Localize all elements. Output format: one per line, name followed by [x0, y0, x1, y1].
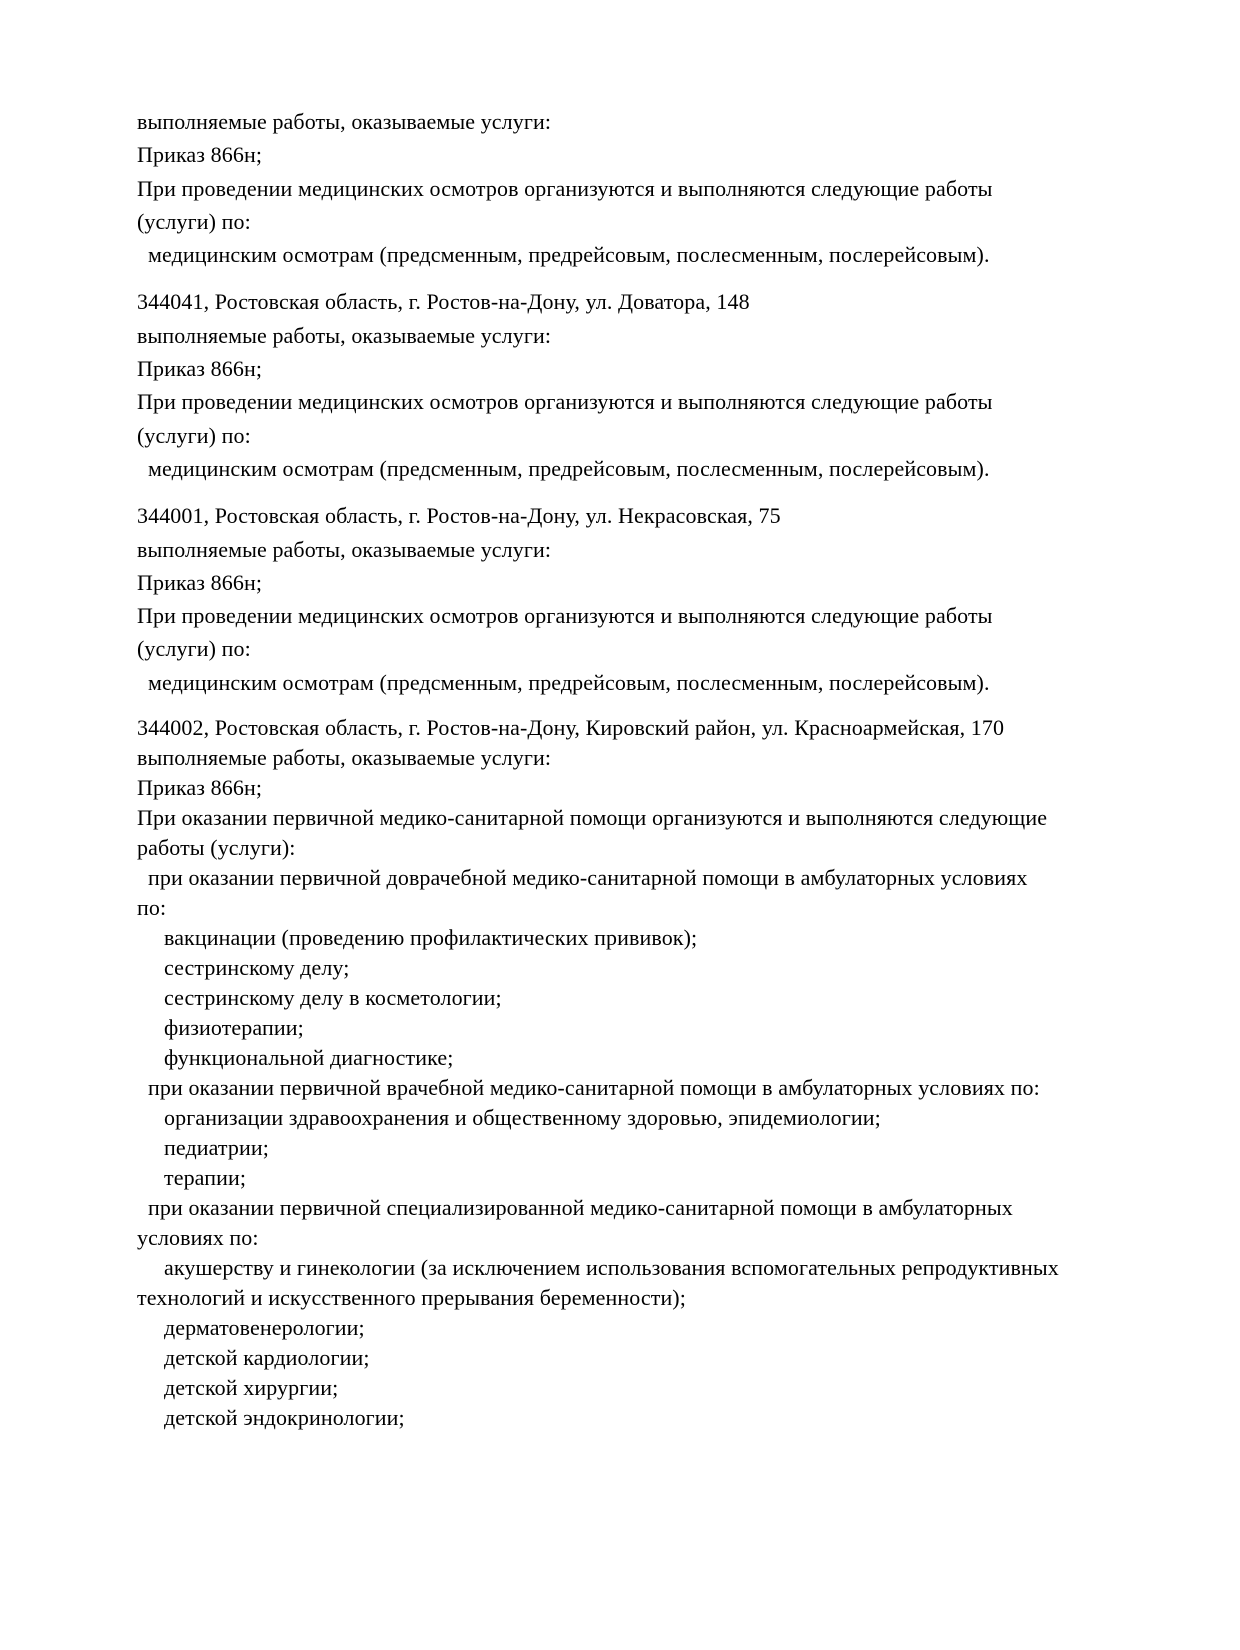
services-block-medical-examinations-1 — [137, 105, 1180, 271]
document-line: При проведении медицинских осмотров организуются и выполняются следующие работы — [137, 389, 993, 415]
document-line: При проведении медицинских осмотров организуются и выполняются следующие работы — [137, 175, 993, 201]
services-block-dovatora-148 — [137, 285, 1180, 485]
document-line: Приказ 866н; — [137, 569, 263, 595]
document-line: вакцинации (проведению профилактических прививок); — [164, 925, 698, 951]
document-line: Приказ 866н; — [137, 142, 263, 168]
address-line: 344041, Ростовская область, г. Ростов-на-Дону, ул. Доватора, 148 — [137, 289, 750, 315]
address-line: 344002, Ростовская область, г. Ростов-на-Дону, Кировский район, ул. Красноармейская, 170 — [137, 715, 1005, 741]
license-services-text — [137, 105, 1180, 1433]
document-line: при оказании первичной доврачебной медико-санитарной помощи в амбулаторных условиях — [148, 865, 1028, 891]
document-line: При проведении медицинских осмотров организуются и выполняются следующие работы — [137, 603, 993, 629]
document-line: педиатрии; — [164, 1135, 269, 1161]
document-line: технологий и искусственного прерывания беременности); — [137, 1285, 686, 1311]
document-line: акушерству и гинекологии (за исключением использования вспомогательных репродуктивных — [164, 1255, 1059, 1281]
document-line: при оказании первичной врачебной медико-санитарной помощи в амбулаторных условиях по: — [148, 1075, 1040, 1101]
document-line: при оказании первичной специализированной медико-санитарной помощи в амбулаторных — [148, 1195, 1013, 1221]
document-line: функциональной диагностике; — [164, 1045, 454, 1071]
document-line: детской кардиологии; — [164, 1345, 370, 1371]
document-line: (услуги) по: — [137, 422, 251, 448]
document-line: работы (услуги): — [137, 835, 296, 861]
document-line: медицинским осмотрам (предсменным, предрейсовым, послесменным, послерейсовым). — [148, 455, 990, 481]
document-line: сестринскому делу; — [164, 955, 350, 981]
document-line: условиях по: — [137, 1225, 259, 1251]
document-line: сестринскому делу в косметологии; — [164, 985, 502, 1011]
document-line: физиотерапии; — [164, 1015, 304, 1041]
services-block-krasnoarmeyskaya-170 — [137, 713, 1180, 1433]
document-line: выполняемые работы, оказываемые услуги: — [137, 536, 552, 562]
document-line: При оказании первичной медико-санитарной помощи организуются и выполняются следующие — [137, 805, 1048, 831]
document-line: терапии; — [164, 1165, 247, 1191]
document-line: выполняемые работы, оказываемые услуги: — [137, 745, 552, 771]
document-line: выполняемые работы, оказываемые услуги: — [137, 109, 552, 134]
document-line: Приказ 866н; — [137, 356, 263, 382]
document-line: Приказ 866н; — [137, 775, 263, 801]
services-block-nekrasovskaya-75 — [137, 499, 1180, 699]
document-line: организации здравоохранения и общественному здоровью, эпидемиологии; — [164, 1105, 881, 1131]
document-line: медицинским осмотрам (предсменным, предрейсовым, послесменным, послерейсовым). — [148, 242, 990, 268]
document-line: детской хирургии; — [164, 1375, 339, 1401]
document-line: (услуги) по: — [137, 208, 251, 234]
address-line: 344001, Ростовская область, г. Ростов-на-Дону, ул. Некрасовская, 75 — [137, 503, 781, 529]
document-line: (услуги) по: — [137, 636, 251, 662]
document-line: выполняемые работы, оказываемые услуги: — [137, 322, 552, 348]
document-line: дерматовенерологии; — [164, 1315, 365, 1341]
document-line: по: — [137, 895, 167, 921]
document-line: детской эндокринологии; — [164, 1405, 405, 1431]
document-line: медицинским осмотрам (предсменным, предрейсовым, послесменным, послерейсовым). — [148, 669, 990, 695]
